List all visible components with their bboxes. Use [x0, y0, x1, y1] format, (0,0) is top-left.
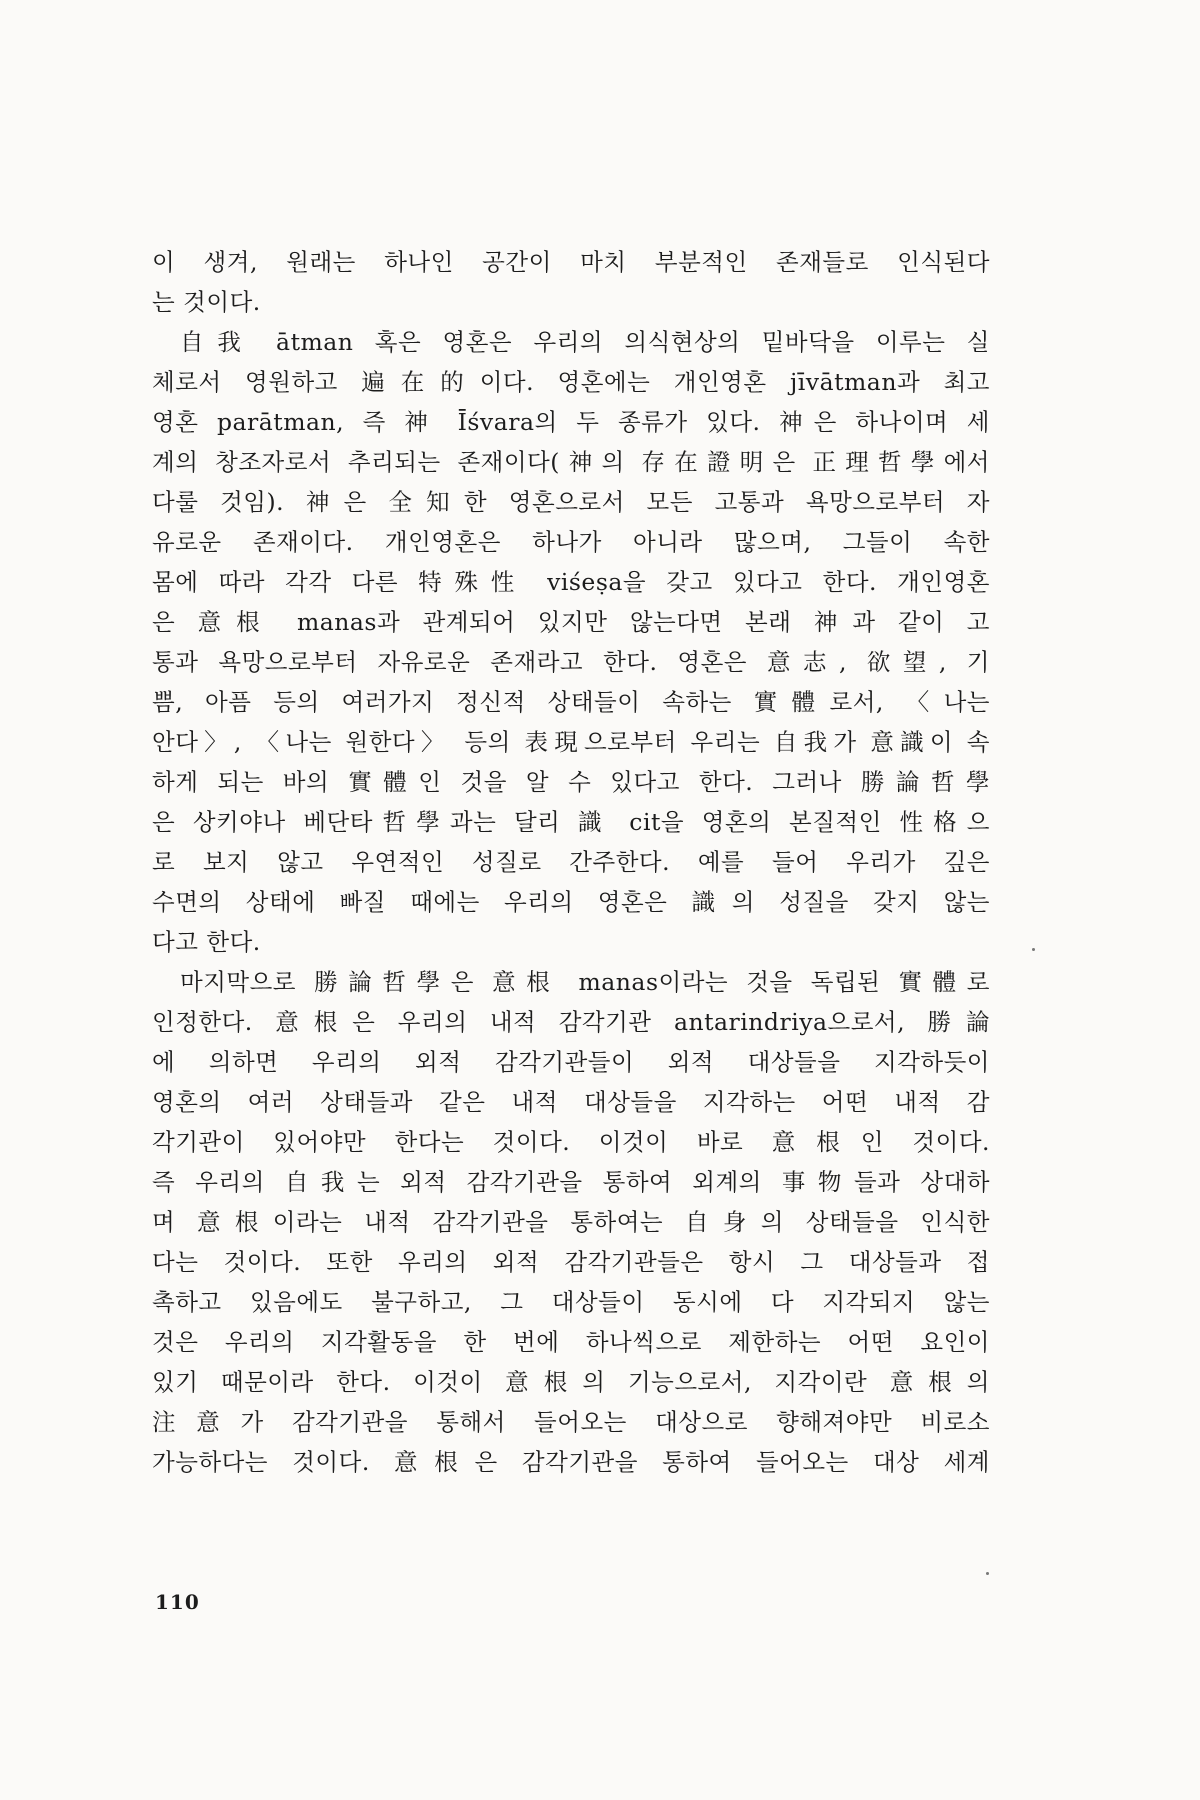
scan-speck: [986, 1572, 989, 1575]
text-line: 것은 우리의 지각활동을 한 번에 하나씩으로 제한하는 어떤 요인이: [152, 1328, 990, 1356]
text-line: 안다〉, 〈나는 원한다〉 등의 表現으로부터 우리는 自我가 意識이 속: [152, 728, 990, 756]
text-line: 수면의 상태에 빠질 때에는 우리의 영혼은 識의 성질을 갖지 않는: [152, 888, 990, 916]
text-line: 에 의하면 우리의 외적 감각기관들이 외적 대상들을 지각하듯이: [152, 1048, 990, 1076]
text-line: 며 意根이라는 내적 감각기관을 통하여는 自身의 상태들을 인식한: [152, 1208, 990, 1236]
text-line: 로 보지 않고 우연적인 성질로 간주한다. 예를 들어 우리가 깊은: [152, 848, 990, 876]
text-line: 는 것이다.: [152, 288, 261, 316]
text-line: 注意가 감각기관을 통해서 들어오는 대상으로 향해져야만 비로소: [152, 1408, 990, 1436]
text-line: 통과 욕망으로부터 자유로운 존재라고 한다. 영혼은 意志, 欲望, 기: [152, 648, 990, 676]
text-line: 인정한다. 意根은 우리의 내적 감각기관 antarindriya으로서, 勝論: [152, 1008, 990, 1036]
text-line: 다룰 것임). 神은 全知한 영혼으로서 모든 고통과 욕망으로부터 자: [152, 488, 990, 516]
text-line: 촉하고 있음에도 불구하고, 그 대상들이 동시에 다 지각되지 않는: [152, 1288, 990, 1316]
text-line: 있기 때문이라 한다. 이것이 意根의 기능으로서, 지각이란 意根의: [152, 1368, 990, 1396]
text-line: 은 상키야나 베단타哲學과는 달리 識 cit을 영혼의 본질적인 性格으: [152, 808, 990, 836]
text-line: 은 意根 manas과 관계되어 있지만 않는다면 본래 神과 같이 고: [152, 608, 990, 636]
text-line: 계의 창조자로서 추리되는 존재이다(神의 存在證明은 正理哲學에서: [152, 448, 990, 476]
text-line: 다는 것이다. 또한 우리의 외적 감각기관들은 항시 그 대상들과 접: [152, 1248, 990, 1276]
text-line: 가능하다는 것이다. 意根은 감각기관을 통하여 들어오는 대상 세계: [152, 1448, 990, 1476]
text-line: 自我 ātman 혹은 영혼은 우리의 의식현상의 밑바닥을 이루는 실: [180, 328, 990, 356]
body-text: [152, 242, 990, 1482]
text-line: 이 생겨, 원래는 하나인 공간이 마치 부분적인 존재들로 인식된다: [152, 248, 990, 276]
text-line: 각기관이 있어야만 한다는 것이다. 이것이 바로 意根인 것이다.: [152, 1128, 990, 1156]
text-line: 쁨, 아픔 등의 여러가지 정신적 상태들이 속하는 實體로서, 〈나는: [152, 688, 990, 716]
text-line: 즉 우리의 自我는 외적 감각기관을 통하여 외계의 事物들과 상대하: [152, 1168, 990, 1196]
text-line: 다고 한다.: [152, 928, 261, 956]
text-line: 마지막으로 勝論哲學은 意根 manas이라는 것을 독립된 實體로: [180, 968, 990, 996]
scan-speck: [1032, 948, 1035, 951]
text-line: 몸에 따라 각각 다른 特殊性 viśeṣa을 갖고 있다고 한다. 개인영혼: [152, 568, 990, 596]
text-line: 유로운 존재이다. 개인영혼은 하나가 아니라 많으며, 그들이 속한: [152, 528, 990, 556]
text-line: 체로서 영원하고 遍在的이다. 영혼에는 개인영혼 jīvātman과 최고: [152, 368, 990, 396]
text-line: 하게 되는 바의 實體인 것을 알 수 있다고 한다. 그러나 勝論哲學: [152, 768, 990, 796]
page-number: 110: [155, 1590, 200, 1614]
text-line: 영혼 parātman, 즉 神 Īśvara의 두 종류가 있다. 神은 하나이며 세: [152, 408, 990, 436]
text-line: 영혼의 여러 상태들과 같은 내적 대상들을 지각하는 어떤 내적 감: [152, 1088, 990, 1116]
